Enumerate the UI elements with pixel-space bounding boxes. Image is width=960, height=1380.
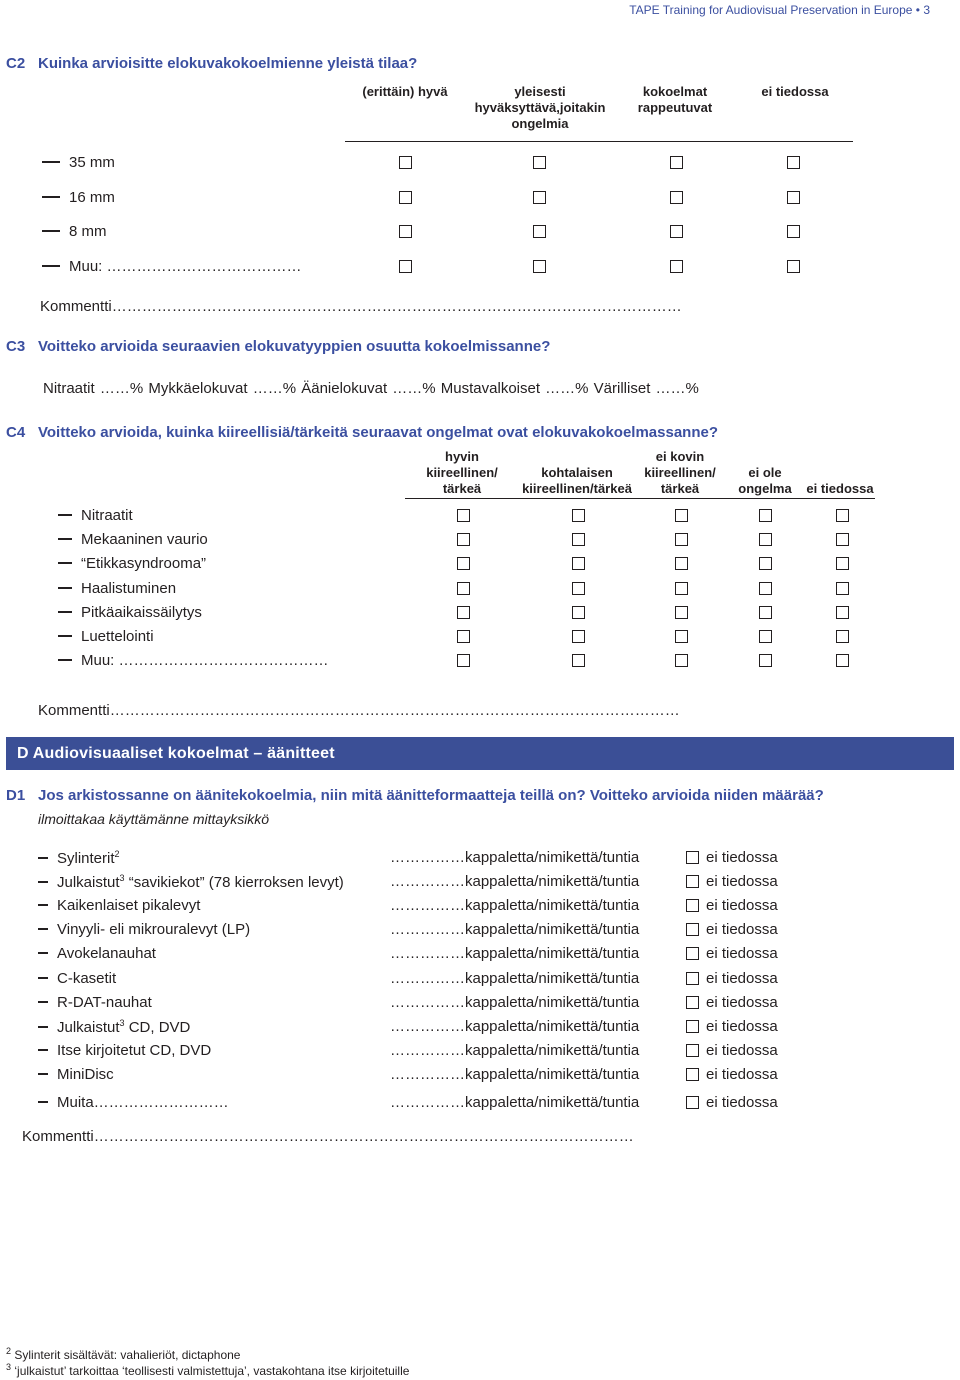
d1-row [38, 897, 200, 914]
checkbox[interactable] [759, 654, 772, 667]
checkbox[interactable] [675, 654, 688, 667]
d1-row [38, 849, 120, 867]
c4-row [58, 580, 176, 597]
c4-row [58, 507, 133, 524]
footnote-ref: 3 [119, 873, 125, 883]
dash [58, 562, 72, 563]
c4-col-header-2: kohtalaisen kiireellinen/tärkeä [522, 465, 632, 496]
c2-col-header-2: yleisesti hyväksyttävä,joitakin ongelmia [474, 84, 606, 131]
dash [38, 928, 48, 929]
checkbox[interactable] [457, 557, 470, 570]
c2-header-rule [345, 141, 853, 142]
checkbox[interactable] [533, 260, 546, 273]
checkbox[interactable] [787, 260, 800, 273]
checkbox-ei-tiedossa[interactable] [686, 1068, 699, 1081]
d1-row-label-rest: “savikiekot” (78 kierroksen levyt) [124, 874, 344, 891]
d1-row-label-rest: CD, DVD [124, 1019, 191, 1036]
checkbox-ei-tiedossa[interactable] [686, 1096, 699, 1109]
dash [38, 952, 48, 953]
c4-row [58, 652, 329, 669]
ei-tiedossa-label: ei tiedossa [706, 970, 778, 987]
checkbox[interactable] [836, 557, 849, 570]
ei-tiedossa-label: ei tiedossa [706, 994, 778, 1011]
c4-row-label: Pitkäaikaissäilytys [81, 604, 202, 621]
footnote-2: $^2$ Sylinterit sisältävät: vahalieriöt, dictaphone [6, 1346, 241, 1362]
dash [58, 611, 72, 612]
d1-row [38, 1094, 229, 1111]
checkbox-ei-tiedossa[interactable] [686, 972, 699, 985]
checkbox[interactable] [399, 225, 412, 238]
checkbox[interactable] [836, 509, 849, 522]
dash [58, 514, 72, 515]
d1-row [38, 921, 250, 938]
d1-row-label: Avokelanauhat [57, 945, 156, 962]
checkbox[interactable] [787, 225, 800, 238]
c2-row [42, 154, 115, 171]
d1-row [38, 1042, 211, 1059]
running-header: TAPE Training for Audiovisual Preservation in Europe • 3 [629, 3, 930, 17]
dash [42, 265, 60, 266]
ei-tiedossa-label: ei tiedossa [706, 1018, 778, 1035]
checkbox[interactable] [457, 630, 470, 643]
checkbox[interactable] [836, 654, 849, 667]
checkbox[interactable] [759, 557, 772, 570]
dash [38, 1001, 48, 1002]
checkbox[interactable] [836, 606, 849, 619]
checkbox-ei-tiedossa[interactable] [686, 899, 699, 912]
dash [58, 659, 72, 660]
c4-col-header-1: hyvin kiireellinen/ tärkeä [426, 449, 498, 496]
checkbox[interactable] [759, 533, 772, 546]
checkbox-ei-tiedossa[interactable] [686, 923, 699, 936]
question-d1: Jos arkistossanne on äänitekokoelmia, niin mitä äänitteformaatteja teillä on? Voitteko arvioida niiden määrää? [38, 787, 824, 804]
d1-row [38, 1066, 114, 1083]
c4-row-label: Luettelointi [81, 628, 154, 645]
checkbox[interactable] [572, 533, 585, 546]
checkbox[interactable] [572, 654, 585, 667]
c2-row-label: 8 mm [69, 223, 107, 240]
checkbox[interactable] [670, 156, 683, 169]
checkbox[interactable] [675, 606, 688, 619]
quantity-field[interactable]: ……………kappaletta/nimikettä/tuntia [390, 1066, 640, 1083]
c2-col-header-4: ei tiedossa [761, 84, 829, 99]
dash [38, 1026, 48, 1027]
d1-instruction: ilmoittakaa käyttämänne mittayksikkö [38, 811, 270, 827]
quantity-field[interactable]: ……………kappaletta/nimikettä/tuntia [390, 1094, 640, 1111]
checkbox[interactable] [572, 509, 585, 522]
d1-row [38, 945, 156, 962]
d1-row-label: Julkaistut [57, 874, 120, 891]
d1-comment: Kommentti……………………………………………………………………………………………… [22, 1128, 634, 1145]
quantity-field[interactable]: ……………kappaletta/nimikettä/tuntia [390, 849, 640, 866]
c3-percentages: Nitraatit ……% Mykkäelokuvat ……% Äänielokuvat ……% Mustavalkoiset ……% Värilliset ……% [43, 380, 699, 397]
checkbox[interactable] [457, 533, 470, 546]
checkbox[interactable] [675, 630, 688, 643]
ei-tiedossa-label: ei tiedossa [706, 1066, 778, 1083]
c4-row [58, 628, 154, 645]
checkbox-ei-tiedossa[interactable] [686, 875, 699, 888]
d1-row-label: Itse kirjoitetut CD, DVD [57, 1042, 212, 1059]
checkbox-ei-tiedossa[interactable] [686, 851, 699, 864]
c4-row [58, 531, 208, 548]
checkbox[interactable] [675, 509, 688, 522]
c4-row-label: Mekaaninen vaurio [81, 531, 208, 548]
dash [38, 1101, 48, 1102]
d1-row [38, 970, 116, 987]
checkbox[interactable] [836, 630, 849, 643]
section-d-title: D Audiovisuaaliset kokoelmat – äänitteet [17, 745, 335, 762]
checkbox[interactable] [533, 191, 546, 204]
checkbox[interactable] [572, 630, 585, 643]
ei-tiedossa-label: ei tiedossa [706, 1042, 778, 1059]
c2-col-header-3: kokoelmat rappeutuvat [637, 84, 713, 115]
dash [38, 977, 48, 978]
checkbox-ei-tiedossa[interactable] [686, 996, 699, 1009]
checkbox[interactable] [457, 582, 470, 595]
dash [38, 857, 48, 858]
checkbox[interactable] [836, 533, 849, 546]
ei-tiedossa-label: ei tiedossa [706, 921, 778, 938]
d1-row-label: Kaikenlaiset pikalevyt [57, 897, 201, 914]
ei-tiedossa-label: ei tiedossa [706, 849, 778, 866]
ei-tiedossa-label: ei tiedossa [706, 873, 778, 890]
checkbox[interactable] [836, 582, 849, 595]
checkbox[interactable] [759, 509, 772, 522]
checkbox[interactable] [533, 156, 546, 169]
quantity-field[interactable]: ……………kappaletta/nimikettä/tuntia [390, 970, 640, 987]
question-number-d1: D1 [6, 787, 26, 804]
checkbox[interactable] [572, 606, 585, 619]
quantity-field[interactable]: ……………kappaletta/nimikettä/tuntia [390, 945, 640, 962]
c4-row [58, 555, 206, 572]
c2-row-label: 16 mm [69, 189, 115, 206]
quantity-field[interactable]: ……………kappaletta/nimikettä/tuntia [390, 873, 640, 890]
c4-row [58, 604, 202, 621]
checkbox-ei-tiedossa[interactable] [686, 1044, 699, 1057]
dash [42, 196, 60, 197]
checkbox[interactable] [457, 654, 470, 667]
c4-row-label: Nitraatit [81, 507, 133, 524]
question-number-c3: C3 [6, 338, 26, 355]
dash [58, 587, 72, 588]
c4-row-label: Haalistuminen [81, 580, 177, 597]
checkbox[interactable] [675, 582, 688, 595]
c4-col-header-4: ei ole ongelma [738, 465, 792, 496]
checkbox[interactable] [759, 630, 772, 643]
footnote-ref: 2 [114, 849, 120, 859]
d1-row-label: Muita……………………… [57, 1094, 229, 1111]
dash [38, 881, 48, 882]
d1-row-label: R-DAT-nauhat [57, 994, 152, 1011]
d1-row-label: C-kasetit [57, 970, 117, 987]
checkbox[interactable] [759, 582, 772, 595]
d1-row-label: Julkaistut [57, 1019, 120, 1036]
d1-row-label: MiniDisc [57, 1066, 114, 1083]
c2-row [42, 189, 115, 206]
checkbox[interactable] [399, 156, 412, 169]
c2-row [42, 223, 107, 240]
checkbox[interactable] [670, 260, 683, 273]
checkbox[interactable] [670, 225, 683, 238]
footnote-3: $^3$ ‘julkaistut’ tarkoittaa ‘teollisesti valmistettuja’, vastakohtana itse kirjoitetuille [6, 1362, 410, 1378]
quantity-field[interactable]: ……………kappaletta/nimikettä/tuntia [390, 1042, 640, 1059]
question-c4: Voitteko arvioida, kuinka kiireellisiä/tärkeitä seuraavat ongelmat ovat elokuvakokoelmassanne? [38, 424, 719, 441]
question-number-c4: C4 [6, 424, 26, 441]
checkbox[interactable] [670, 191, 683, 204]
checkbox[interactable] [572, 557, 585, 570]
checkbox[interactable] [787, 191, 800, 204]
dash [38, 1073, 48, 1074]
dash [38, 904, 48, 905]
ei-tiedossa-label: ei tiedossa [706, 897, 778, 914]
ei-tiedossa-label: ei tiedossa [706, 1094, 778, 1111]
ei-tiedossa-label: ei tiedossa [706, 945, 778, 962]
c2-comment: Kommentti…………………………………………………………………………………………………… [40, 298, 682, 315]
c4-col-header-3: ei kovin kiireellinen/ tärkeä [644, 449, 716, 496]
question-number-c2: C2 [6, 55, 26, 72]
d1-row [38, 994, 152, 1011]
c4-header-rule [405, 498, 875, 499]
d1-row-label: Vinyyli- eli mikrouralevyt (LP) [57, 921, 251, 938]
c2-row-label: Muu: ………………………………… [69, 258, 302, 275]
d1-row-label: Sylinterit [57, 850, 115, 867]
checkbox[interactable] [675, 533, 688, 546]
dash [58, 538, 72, 539]
c2-row-label: 35 mm [69, 154, 115, 171]
dash [42, 230, 60, 231]
checkbox[interactable] [399, 191, 412, 204]
dash [58, 635, 72, 636]
quantity-field[interactable]: ……………kappaletta/nimikettä/tuntia [390, 994, 640, 1011]
question-c3: Voitteko arvioida seuraavien elokuvatyyppien osuutta kokoelmissanne? [38, 338, 551, 355]
checkbox[interactable] [457, 606, 470, 619]
c4-row-label: Muu: …………………………………… [81, 652, 329, 669]
c4-row-label: “Etikkasyndrooma” [81, 555, 207, 572]
quantity-field[interactable]: ……………kappaletta/nimikettä/tuntia [390, 897, 640, 914]
dash [42, 161, 60, 162]
checkbox[interactable] [787, 156, 800, 169]
c2-col-header-1: (erittäin) hyvä [362, 84, 448, 99]
checkbox[interactable] [399, 260, 412, 273]
section-d-banner [6, 737, 954, 770]
d1-row [38, 873, 344, 891]
quantity-field[interactable]: ……………kappaletta/nimikettä/tuntia [390, 1018, 640, 1035]
checkbox[interactable] [572, 582, 585, 595]
footnote-ref: 3 [119, 1018, 125, 1028]
checkbox[interactable] [675, 557, 688, 570]
c4-col-header-5: ei tiedossa [806, 481, 874, 496]
question-c2: Kuinka arvioisitte elokuvakokoelmienne yleistä tilaa? [38, 55, 418, 72]
checkbox-ei-tiedossa[interactable] [686, 947, 699, 960]
checkbox[interactable] [457, 509, 470, 522]
quantity-field[interactable]: ……………kappaletta/nimikettä/tuntia [390, 921, 640, 938]
c4-comment: Kommentti…………………………………………………………………………………………………… [38, 702, 680, 719]
d1-row [38, 1018, 190, 1036]
checkbox[interactable] [759, 606, 772, 619]
checkbox[interactable] [533, 225, 546, 238]
c2-row [42, 258, 302, 275]
dash [38, 1049, 48, 1050]
checkbox-ei-tiedossa[interactable] [686, 1020, 699, 1033]
